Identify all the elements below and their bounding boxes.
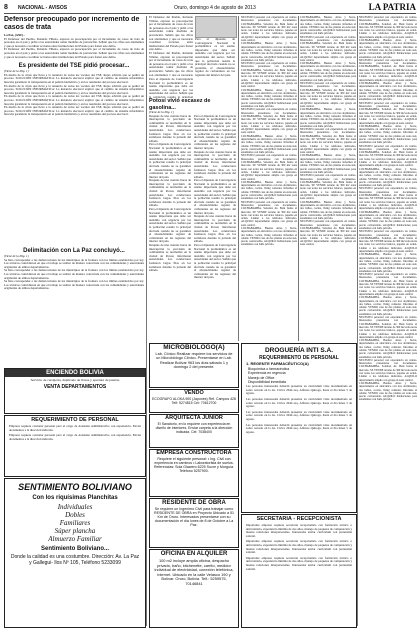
classified-text: NECESITO personal con experiencia en ventas. Interesados presentarse con documentos. COCHABAMBA, Soledad, Av. Beni frente al mercado. SE VENDE terreno de 300 m2 zona norte con todos los servicios básicos, papeles en orden. Llamar a los teléfonos indicados. ALQUILO departamento amplio con garaje en zona central. — [359, 16, 417, 39]
ad-empresa-constructora — [149, 449, 239, 497]
requirement-item: Manejo de Office — [248, 375, 275, 380]
ad-title: ENCIENDO BOLIVIA — [5, 369, 145, 377]
ad-body: Servicio de cerrajería, duplicado de llaves y apertura de puertas — [30, 378, 120, 382]
ad-body: Las personas interesadas deberán presentar su currículum vitae documentado en sobre cerrado en la Av. Cívica 2044 esq. Alfonso Quiroga, hasta el día lunes 5 de agosto. — [246, 409, 352, 421]
article-body: El Defensor del Pueblo, Rolando Villena, expresó su preocupación por el incremento de casos de trata de personas en el país y pidió a las autoridades tomar medidas de prevención. Señaló que las cifras son alarmantes y que es necesario coordinar acciones entre instituciones del Estado para frenar este delito. — [4, 47, 144, 59]
article-body: En medio de la crisis que llevó a la renuncia de todos los vocales del TSE, Rojas advirtió que se pedirá un proceso. SOLUCIÓN INFORMÁTICA: La instancia electoral explicó que el cambio de sistema informático buscaba garantizar la transparencia en el padrón biométrico y en los resultados del proceso electoral. — [4, 94, 144, 106]
ad-subtitle: VENTA DEPARTAMENTOS — [43, 384, 107, 390]
classified-text: COCHABAMBA, Buenos Aires y Sucre, departamento en anticrético con tres dormitorios, dos baños, cocina, living comedor. Informes al celular. VENDO casa de dos plantas en zona sud, precio conversable. ALQUILO habitaciones para estudiantes con baño privado. — [241, 42, 297, 62]
article-body: Para el diputado de Convergencia Nacional la problemática es un asunto importante que debe ser atendido con urgencia por las autoridades del sector. Señaló que la población resulta la principal afectada cuando no se garantiza el abastecimiento regular de carburantes en las regiones del interior del país. — [149, 142, 192, 179]
page-number: 8 — [4, 4, 8, 11]
column-divider — [146, 16, 147, 626]
classified-text: NECESITO personal con experiencia en ventas. Interesados presentarse con documentos. COCHABAMBA, Soledad, Av. Beni frente al mercado. SE VENDE terreno de 300 m2 zona norte con todos los servicios básicos, papeles en orden. Llamar a los teléfonos indicados. ALQUILO departamento amplio con garaje en zona central. — [359, 58, 417, 82]
ad-oficina-alquiler — [149, 549, 239, 628]
classified-text: COCHABAMBA, Buenos Aires y Sucre, departamento en anticrético con tres dormitorios, dos baños, cocina, living comedor. Informes al celular. VENDO casa de dos plantas en zona sud, precio conversable. ALQUILO habitaciones para estudiantes con baño privado. — [359, 381, 417, 402]
ad-body: Empresa requiere contratar personal para el cargo de Asistente Administrativo con experiencia. Enviar documentos a la dirección indicada. — [9, 433, 141, 441]
ad-body: Lab. Clínico Realizar requiere los servicios de un Microbiólogo Clínico. Presentarse en Lab. Realizar Bolívar 963 los días sábado 1 y domingo 2 del presente. — [155, 352, 233, 369]
news-column-mid-b — [195, 38, 235, 94]
menu-item: Almuerzo Familiar — [48, 535, 102, 543]
ad-body: El Sanatorio, en lo requiere con experiencia en diseño de interiores. Enviar carpeta a la dirección indicada. Cel: 7038400 — [155, 422, 233, 434]
article-body: Para el diputado de Convergencia Nacional la problemática es un asunto importante que debe ser atendido con urgencia por las autoridades del sector. Señaló que la población resulta la principal afectada cuando no se garantiza el abastecimiento regular de carburantes en las regiones del interior del país. — [194, 242, 236, 280]
classified-text: COCHABAMBA, Buenos Aires y Sucre, departamento en anticrético con tres dormitorios, dos baños, cocina, living comedor. Informes al celular. VENDO casa de dos plantas en zona sud, precio conversable. ALQUILO habitaciones para estudiantes con baño privado. — [359, 210, 417, 230]
article-ref: (Viene de la Pág. 1) — [149, 110, 174, 114]
article-ref: (Viene de la Pág. 1) — [4, 254, 29, 258]
article-body: Después de una cuantas horas de interrupción la provisión de combustible se normalizó en la ciudad de Potosí, informaron autoridades. Los conductores formaron largas filas en los surtidores durante la jornada del sábado. — [149, 113, 191, 143]
article-body: Después de una cuantas horas de interrupción la provisión de combustible se normalizó en la ciudad de Potosí, informaron autoridades. Los conductores formaron largas filas en los surtidores durante la jornada del sábado. — [194, 214, 236, 244]
classified-text: COCHABAMBA, Buenos Aires y Sucre, departamento en anticrético con tres dormitorios, dos baños, cocina, living comedor. Informes al celular. VENDO casa de dos plantas en zona sud, precio conversable. ALQUILO habitaciones para estudiantes con baño privado. — [359, 39, 417, 59]
ad-sentimiento-boliviano — [4, 478, 146, 628]
news-column-mid — [149, 98, 236, 340]
classified-text: COCHABAMBA, Buenos Aires y Sucre, departamento en anticrético con tres dormitorios, dos baños, cocina, living comedor. Informes al celular. VENDO casa de dos plantas en zona sud, precio conversable. ALQUILO habitaciones para estudiantes con baño privado. — [359, 167, 417, 188]
ad-title: MICROBIOLÓGO(A) — [163, 344, 225, 351]
article-body: Después de una cuantas horas de interrupción la provisión de combustible se normalizó en la ciudad de Potosí, informaron autoridades. Los conductores formaron largas filas en los surtidores durante la jornada del sábado. — [194, 149, 236, 179]
article-body: En medio de la crisis que llevó a la renuncia de todos los vocales del TSE, Rojas advirtió que se pedirá un proceso. SOLUCIÓN INFORMÁTICA: La instancia electoral explicó que el cambio de sistema informático buscaba garantizar la transparencia en el padrón biométrico y en los resultados del proceso electoral. — [4, 72, 144, 84]
ad-body: Las personas interesadas deberán presentar su currículum vitae documentado en sobre cerrado en la Av. Cívica 2044 esq. Alfonso Quiroga, hasta el día lunes 5 de agosto. — [246, 422, 352, 434]
menu-item: Familiares — [59, 519, 91, 527]
ad-tagline: Sentimiento Boliviano... — [40, 546, 109, 552]
article-body: El Defensor del Pueblo, Rolando Villena, expresó su preocupación por el incremento de casos de trata de personas en el país y pidió a las autoridades tomar medidas de prevención. Señaló que las cifras son alarmantes y que es necesario coordinar acciones entre instituciones del Estado para frenar este delito. — [4, 36, 144, 48]
classified-text: COCHABAMBA, Buenos Aires y Sucre, departamento en anticrético con tres dormitorios, dos baños, cocina, living comedor. Informes al celular. VENDO casa de dos plantas en zona sud, precio conversable. ALQUILO habitaciones para estudiantes con baño privado. — [300, 200, 356, 221]
news-photo — [195, 16, 237, 38]
article-body: El Defensor del Pueblo, Rolando Villena, expresó su preocupación por el incremento de casos de trata de personas en el país y pidió a las autoridades tomar medidas de prevención. Señaló que las cifras son alarmantes y que es necesario — [149, 50, 193, 76]
classified-text: COCHABAMBA, Buenos Aires y Sucre, departamento en anticrético con tres dormitorios, dos baños, cocina, living comedor. Informes al celular. VENDO casa de dos plantas en zona sud, precio conversable. ALQUILO habitaciones para estudiantes con baño privado. — [241, 227, 297, 247]
column-divider — [357, 16, 358, 626]
classified-text: NECESITO personal con experiencia en ventas. Interesados presentarse con documentos. COCHABAMBA, Soledad, Av. Beni frente al mercado. SE VENDE terreno de 300 m2 zona norte con todos los servicios básicos, papeles en orden. Llamar a los teléfonos indicados. ALQUILO departamento amplio con garaje en zona central. — [359, 187, 417, 211]
ad-body: Las personas interesadas deberán presentar su currículum vitae documentado en sobre cerrado en la Av. Cívica 2044 esq. Alfonso Quiroga, hasta el día lunes 5 de agosto. — [246, 384, 352, 396]
article-body: Después de una cuantas horas de interrupción la provisión de combustible se normalizó en la ciudad de Potosí, informaron autoridades. Los conductores formaron largas filas en los surtidores durante la jornada del sábado. — [149, 242, 191, 273]
article-headline: Potosí vivió escasez de gasolina... — [149, 98, 211, 111]
requirement-item: Disponibilidad inmediata — [248, 379, 286, 384]
classified-text: COCHABAMBA, Buenos Aires y Sucre, departamento en anticrético con tres dormitorios, dos baños, cocina, living comedor. Informes al celular. VENDO casa de dos plantas en zona sud, precio conversable. ALQUILO habitaciones para estudiantes con baño privado. — [300, 154, 356, 174]
classified-text: NECESITO personal con experiencia en ventas. Interesados presentarse con documentos. COCHABAMBA, Soledad, Av. Beni frente al mercado. SE VENDE terreno de 300 m2 zona norte con todos los servicios básicos, papeles en orden. Llamar a los teléfonos indicados. ALQUILO departamento amplio con garaje en zona central. — [359, 273, 417, 296]
menu-item: Dobles — [65, 511, 85, 519]
ad-title: REQUERIMIENTO DE PERSONAL — [31, 417, 119, 423]
ad-title: SECRETARIA - RECEPCIONISTA — [256, 516, 342, 522]
ad-body: Importante empresa requiere secretaria recepcionista con formación técnica o universitaria, experiencia mínima de dos años, manejo de paquetes de computación y buenas relaciones interpersonales. Interesadas enviar currículum con pretensión salarial. — [246, 555, 352, 571]
article-headline: Es presidente del TSE pidió procesar... — [18, 63, 130, 70]
classified-text: COCHABAMBA, Buenos Aires y Sucre, departamento en anticrético con tres dormitorios, dos baños, cocina, living comedor. Informes al celular. VENDO casa de dos plantas en zona sud, precio conversable. ALQUILO habitaciones para estudiantes con baño privado. — [241, 180, 297, 201]
classified-text: NECESITO personal con experiencia en ventas. Interesados presentarse con documentos. COCHABAMBA, Soledad, Av. Beni frente al mercado. SE VENDE terreno de 300 m2 zona norte con todos los servicios básicos, papeles en orden. Llamar a los teléfonos indicados. ALQUILO departamento amplio con garaje en zona central. — [300, 128, 356, 155]
ad-requerimiento — [4, 415, 146, 477]
news-column-left — [4, 16, 144, 244]
article-body: Para el diputado de Convergencia Nacional la problemática es un asunto importante que debe ser atendido con urgencia por las autoridades del sector. Señaló que la población resulta la principal afectada cuando no se garantiza el abastecimiento regular de carburantes en las regiones del interior del país. — [194, 178, 236, 215]
ad-title: ARQUITECTA JUNIOR — [165, 415, 223, 421]
issue-date: Oruro, domingo 4 de agosto de 2013 — [174, 5, 256, 11]
classified-text: COCHABAMBA, Buenos Aires y Sucre, departamento en anticrético con tres dormitorios, dos baños, cocina, living comedor. Informes al celular. VENDO casa de dos plantas en zona sud, precio conversable. ALQUILO habitaciones para estudiantes con baño privado. — [300, 62, 356, 82]
article-body: El Defensor del Pueblo, Rolando Villena, expresó su preocupación por el incremento de casos de trata de personas en el país y pidió a las autoridades tomar medidas de prevención. Señaló que las cifras son alarmantes y que es necesario coordinar acciones entre instituciones del Estado para frenar este delito. — [149, 16, 193, 52]
article-body: Se hizo corresponder a las demarcaciones de los municipios de la frontera con los límites establecidos por ley. Los técnicos coincidieron en que el trabajo se realizó de manera concertada con las comunidades y autoridades originarias de ambos departamentos. — [4, 268, 144, 280]
article-headline: Delimitación con La Paz concluyó... — [23, 248, 125, 254]
ad-body: 100 m2 incluye amplia oficina, despacho privado, baño, kitchenette, carrito, medidor individual de electricidad, conexión telefónica, internet. Ubicado en la calle Velasco 190 y Bolívar. Oruro, Bolivia. Telf.: 5259575, 70146841 — [154, 558, 234, 586]
classified-text: NECESITO personal con experiencia en ventas. Interesados presentarse con documentos. COCHABAMBA, Soledad, Av. Beni frente al mercado. SE VENDE terreno de 300 m2 zona norte con todos los servicios básicos, papeles en orden. Llamar a los teléfonos indicados. ALQUILO departamento amplio con garaje en zona central. — [300, 35, 356, 62]
article-body: Para el diputado de Convergencia Nacional la problemática es un asunto importante que debe ser atendido con urgencia por las autoridades del sector. Señaló que la población resulta la principal afectada cuando no se garantiza el abastecimiento regular de carburantes en las regiones del interior del país. — [194, 113, 236, 150]
news-column-mid-a — [149, 16, 193, 76]
masthead — [4, 3, 416, 14]
article-body: En medio de la crisis que llevó a la renuncia de todos los vocales del TSE, Rojas advirtió que se pedirá un proceso. SOLUCIÓN INFORMÁTICA: La instancia electoral explicó que el cambio de sistema informático buscaba garantizar la transparencia en el padrón biométrico y en los resultados del proceso electoral. — [4, 105, 144, 117]
ad-microbiologo — [149, 343, 239, 388]
article-body: Para el diputado de Convergencia Nacional la problemática es un asunto importante que debe ser atendido con urgencia por las autoridades del sector. Señaló que la población resulta la principal afectada cuando no se garantiza el abastecimiento regular de carburantes en las regiones del interior del país. — [149, 207, 192, 244]
classified-text: COCHABAMBA, Buenos Aires y Sucre, departamento en anticrético con tres dormitorios, dos baños, cocina, living comedor. Informes al celular. VENDO casa de dos plantas en zona sud, precio conversable. ALQUILO habitaciones para estudiantes con baño privado. — [359, 339, 417, 359]
article-columns — [149, 115, 236, 280]
menu-item: Súper plancha — [54, 527, 96, 535]
classified-text: COCHABAMBA, Buenos Aires y Sucre, departamento en anticrético con tres dormitorios, dos baños, cocina, living comedor. Informes al celular. VENDO casa de dos plantas en zona sud, precio conversable. ALQUILO habitaciones para estudiantes con baño privado. — [359, 124, 417, 145]
section-label: NACIONAL - AVISOS — [18, 5, 68, 11]
ad-drogueria-inti — [241, 343, 357, 513]
ad-title: DROGUERÍA INTI S.A. — [264, 347, 333, 354]
ad-body: Importante empresa requiere secretaria recepcionista con formación técnica o universitaria, experiencia mínima de dos años, manejo de paquetes de computación y buenas relaciones interpersonales. Interesadas enviar currículum con pretensión salarial. — [246, 539, 352, 555]
requirement-item: Experiencia en regencia — [248, 371, 286, 376]
classified-text: NECESITO personal con experiencia en ventas. Interesados presentarse con documentos. COCHABAMBA, Soledad, Av. Beni frente al mercado. SE VENDE terreno de 300 m2 zona norte con todos los servicios básicos, papeles en orden. Llamar a los teléfonos indicados. ALQUILO departamento amplio con garaje en zona central. — [300, 81, 356, 109]
classified-text: COCHABAMBA, Buenos Aires y Sucre, departamento en anticrético con tres dormitorios, dos baños, cocina, living comedor. Informes al celular. VENDO casa de dos plantas en zona sud, precio conversable. ALQUILO habitaciones para estudiantes con baño privado. — [359, 296, 417, 316]
classified-text: NECESITO personal con experiencia en ventas. Interesados presentarse con documentos. COCHABAMBA, Soledad, Av. Beni frente al mercado. SE VENDE terreno de 300 m2 zona norte con todos los servicios básicos, papeles en orden. Llamar a los teléfonos indicados. ALQUILO departamento amplio con garaje en zona central. — [241, 108, 297, 135]
classified-text: NECESITO personal con experiencia en ventas. Interesados presentarse con documentos. COCHABAMBA, Soledad, Av. Beni frente al mercado. SE VENDE terreno de 300 m2 zona norte con todos los servicios básicos, papeles en orden. Llamar a los teléfonos indicados. ALQUILO departamento amplio con garaje en zona central. — [300, 174, 356, 201]
article-ref: (Viene de la Pág. 1) — [4, 69, 29, 74]
ad-vendo — [149, 389, 239, 413]
ad-arquitecta — [149, 414, 239, 448]
ad-encendio-bolivia — [4, 368, 146, 414]
ad-title: SENTIMIENTO BOLIVIANO — [18, 482, 132, 492]
article-body: Se hizo corresponder a las demarcaciones de los municipios de la frontera con los límites establecidos por ley. Los técnicos coincidieron en que el trabajo se realizó de manera concertada con las comunidades y autoridades originarias de ambos departamentos. — [4, 279, 144, 291]
classified-text: NECESITO personal con experiencia en ventas. Interesados presentarse con documentos. COCHABAMBA, Soledad, Av. Beni frente al mercado. SE VENDE terreno de 300 m2 zona norte con todos los servicios básicos, papeles en orden. Llamar a los teléfonos indicados. ALQUILO departamento amplio con garaje en zona central. — [241, 200, 297, 227]
ad-body: Se requiere un Ingeniero Civil para trabajar como RESIDENTE DE OBRA en Proyecto Ubicado a 51 Km de Oruro. Interesados presentarse con su documentación el día lunes de 8 de Octubre a La Paz. — [154, 507, 234, 528]
news-column-left-lower — [4, 247, 144, 365]
article-dateline: La Paz, (ANF).- — [4, 33, 25, 37]
classified-text: COCHABAMBA, Buenos Aires y Sucre, departamento en anticrético con tres dormitorios, dos baños, cocina, living comedor. Informes al celular. VENDO casa de dos plantas en zona sud, precio conversable. ALQUILO habitaciones para estudiantes con baño privado. — [300, 16, 356, 36]
ad-position: 1. REGENTE FARMACÉUTICO(A) — [246, 361, 309, 366]
column-divider — [298, 16, 299, 341]
classified-text: NECESITO personal con experiencia en ventas. Interesados presentarse con documentos. COCHABAMBA, Soledad, Av. Beni frente al mercado. SE VENDE terreno de 300 m2 zona norte con todos los servicios básicos, papeles en orden. Llamar a los teléfonos indicados. ALQUILO departamento amplio con garaje en zona central. — [241, 154, 297, 181]
ad-body: Importante empresa requiere secretaria recepcionista con formación técnica o universitaria, experiencia mínima de dos años, manejo de paquetes de computación y buenas relaciones interpersonales. Interesadas enviar currículum con pretensión salarial. — [246, 523, 352, 538]
ad-subtitle: Con los riquísimas Planchitas — [32, 495, 118, 501]
ad-title: EMPRESA CONSTRUCTORA — [156, 450, 232, 456]
requirements-list — [242, 367, 356, 384]
classified-text: NECESITO personal con experiencia en ventas. Interesados presentarse con documentos. COCHABAMBA, Soledad, Av. Beni frente al mercado. SE VENDE terreno de 300 m2 zona norte con todos los servicios básicos, papeles en orden. Llamar a los teléfonos indicados. ALQUILO departamento amplio con garaje en zona central. — [241, 16, 297, 43]
classified-text: COCHABAMBA, Buenos Aires y Sucre, departamento en anticrético con tres dormitorios, dos baños, cocina, living comedor. Informes al celular. VENDO casa de dos plantas en zona sud, precio conversable. ALQUILO habitaciones para estudiantes con baño privado. — [359, 253, 417, 273]
column-divider — [238, 16, 239, 341]
classified-text: NECESITO personal con experiencia en ventas. Interesados presentarse con documentos. COCHABAMBA, Soledad, Av. Beni frente al mercado. SE VENDE terreno de 300 m2 zona norte con todos los servicios básicos, papeles en orden. Llamar a los teléfonos indicados. ALQUILO departamento amplio con garaje en zona central. — [241, 62, 297, 89]
menu-item: Individuales — [57, 503, 93, 511]
article-body: Después de una cuantas horas de interrupción la provisión de combustible se normalizó en la ciudad de Potosí, informaron autoridades. Los conductores formaron largas filas en los surtidores durante la jornada del sábado. — [149, 178, 191, 208]
article-headline: Defensor preocupado por incremento de casos de trata — [4, 16, 140, 31]
article-col — [149, 115, 191, 280]
classifieds-col — [241, 16, 297, 340]
news-column-mid-c — [149, 78, 193, 98]
classifieds-col — [359, 16, 417, 624]
article-body: Para el diputado de Convergencia Nacional la problemática es un asunto importante que debe ser atendido con urgencia por las autoridades del sector. Señaló que la población resulta la principal — [149, 78, 193, 98]
classified-text: COCHABAMBA, Buenos Aires y Sucre, departamento en anticrético con tres dormitorios, dos baños, cocina, living comedor. Informes al celular. VENDO casa de dos plantas en zona sud, precio conversable. ALQUILO habitaciones para estudiantes con baño privado. — [300, 108, 356, 128]
ad-body: Las personas interesadas deberán presentar su currículum vitae documentado en sobre cerrado en la Av. Cívica 2044 esq. Alfonso Quiroga, hasta el día lunes 5 de agosto. — [246, 396, 352, 409]
classified-text: NECESITO personal con experiencia en ventas. Interesados presentarse con documentos. COCHABAMBA, Soledad, Av. Beni frente al mercado. SE VENDE terreno de 300 m2 zona norte con todos los servicios básicos, papeles en orden. Llamar a los teléfonos indicados. ALQUILO departamento amplio con garaje en zona central. — [359, 101, 417, 125]
article-body: Se hizo corresponder a las demarcaciones de los municipios de la frontera con los límites establecidos por ley. Los técnicos coincidieron en que el trabajo se realizó de manera concertada con las comunidades y autoridades originarias de ambos departamentos. — [4, 257, 144, 269]
ad-title: VENDO — [184, 390, 204, 396]
paper-logo: LA PATRIA — [368, 2, 416, 12]
ad-body: Requiere el siguiente personal: • Ing. Civil con experiencia en caminos • Laboratorista de suelos. Referencias: Sola Giawero 6225 Sucre y Murguía. Teléfono 5257900. — [153, 457, 235, 474]
classified-text: COCHABAMBA, Buenos Aires y Sucre, departamento en anticrético con tres dormitorios, dos baños, cocina, living comedor. Informes al celular. VENDO casa de dos plantas en zona sud, precio conversable. ALQUILO habitaciones para estudiantes con baño privado. — [359, 81, 417, 102]
ad-secretaria — [241, 514, 357, 628]
classified-text: COCHABAMBA, Buenos Aires y Sucre, departamento en anticrético con tres dormitorios, dos baños, cocina, living comedor. Informes al celular. VENDO casa de dos plantas en zona sud, precio conversable. ALQUILO habitaciones para estudiantes con baño privado. — [241, 134, 297, 155]
article-col — [194, 115, 236, 280]
classified-text: NECESITO personal con experiencia en ventas. Interesados presentarse con documentos. COCHABAMBA, Soledad, Av. Beni frente al mercado. SE VENDE terreno de 300 m2 zona norte con todos los servicios básicos, papeles en orden. Llamar a los teléfonos indicados. ALQUILO departamento amplio con garaje en zona central. — [359, 316, 417, 339]
classified-text: NECESITO personal con experiencia en ventas. Interesados presentarse con documentos. COCHABAMBA, Soledad, Av. Beni frente al mercado. SE VENDE terreno de 300 m2 zona norte con todos los servicios básicos, papeles en orden. Llamar a los teléfonos indicados. ALQUILO departamento amplio con garaje en zona central. — [359, 358, 417, 382]
article-body: Para el diputado de Convergencia Nacional la problemática es un asunto importante que debe ser atendido con urgencia por las autoridades del sector. Señaló que la población resulta la principal afectada cuando no se garantiza el abastecimiento regular de carburantes en las regiones del interior del país. — [195, 38, 235, 77]
ad-body: Empresa requiere contratar personal para el cargo de Asistente Administrativo con experiencia. Enviar documentos a la dirección indicada. — [9, 424, 141, 432]
classifieds-col — [300, 16, 356, 340]
ad-body: ECOGRAFO ALOKA 900 (Japonés) Ref. Campos 428 Telf: 5274815 Cel: 70612700 — [152, 397, 236, 405]
classified-text: NECESITO personal con experiencia en ventas. Interesados presentarse con documentos. COCHABAMBA, Soledad, Av. Beni frente al mercado. SE VENDE terreno de 300 m2 zona norte con todos los servicios básicos, papeles en orden. Llamar a los teléfonos indicados. ALQUILO departamento amplio con garaje en zona central. — [359, 144, 417, 168]
ad-subtitle: REQUERIMIENTO DE PERSONAL — [259, 355, 339, 361]
classified-text: NECESITO personal con experiencia en ventas. Interesados presentarse con documentos. COCHABAMBA, Soledad, Av. Beni frente al mercado. SE VENDE terreno de 300 m2 zona norte con todos los servicios básicos, papeles en orden. Llamar a los teléfonos indicados. ALQUILO departamento amplio con garaje en zona central. — [300, 220, 356, 247]
article-body: En medio de la crisis que llevó a la renuncia de todos los vocales del TSE, Rojas advirtió que se pedirá un proceso. SOLUCIÓN INFORMÁTICA: La instancia electoral explicó que el cambio de sistema informático buscaba garantizar la transparencia en el padrón biométrico y en los resultados del proceso electoral. — [4, 83, 144, 95]
ad-title: OFICINA EN ALQUILER — [160, 551, 228, 557]
requirement-item: Bioquímica o farmacéutica — [248, 367, 290, 371]
ad-residente-obra — [149, 498, 239, 548]
menu-list — [5, 503, 145, 543]
classified-text: COCHABAMBA, Buenos Aires y Sucre, departamento en anticrético con tres dormitorios, dos baños, cocina, living comedor. Informes al celular. VENDO casa de dos plantas en zona sud, precio conversable. ALQUILO habitaciones para estudiantes con baño privado. — [241, 88, 297, 109]
ad-title: RESIDENTE DE OBRA — [162, 500, 226, 506]
ad-footer: Donde la calidad es una costumbre. Dirección: Av. La Paz y Gallegui- llos Nº 105, Teléfono 5233099 — [10, 554, 140, 566]
classified-text: NECESITO personal con experiencia en ventas. Interesados presentarse con documentos. COCHABAMBA, Soledad, Av. Beni frente al mercado. SE VENDE terreno de 300 m2 zona norte con todos los servicios básicos, papeles en orden. Llamar a los teléfonos indicados. ALQUILO departamento amplio con garaje en zona central. — [359, 230, 417, 254]
